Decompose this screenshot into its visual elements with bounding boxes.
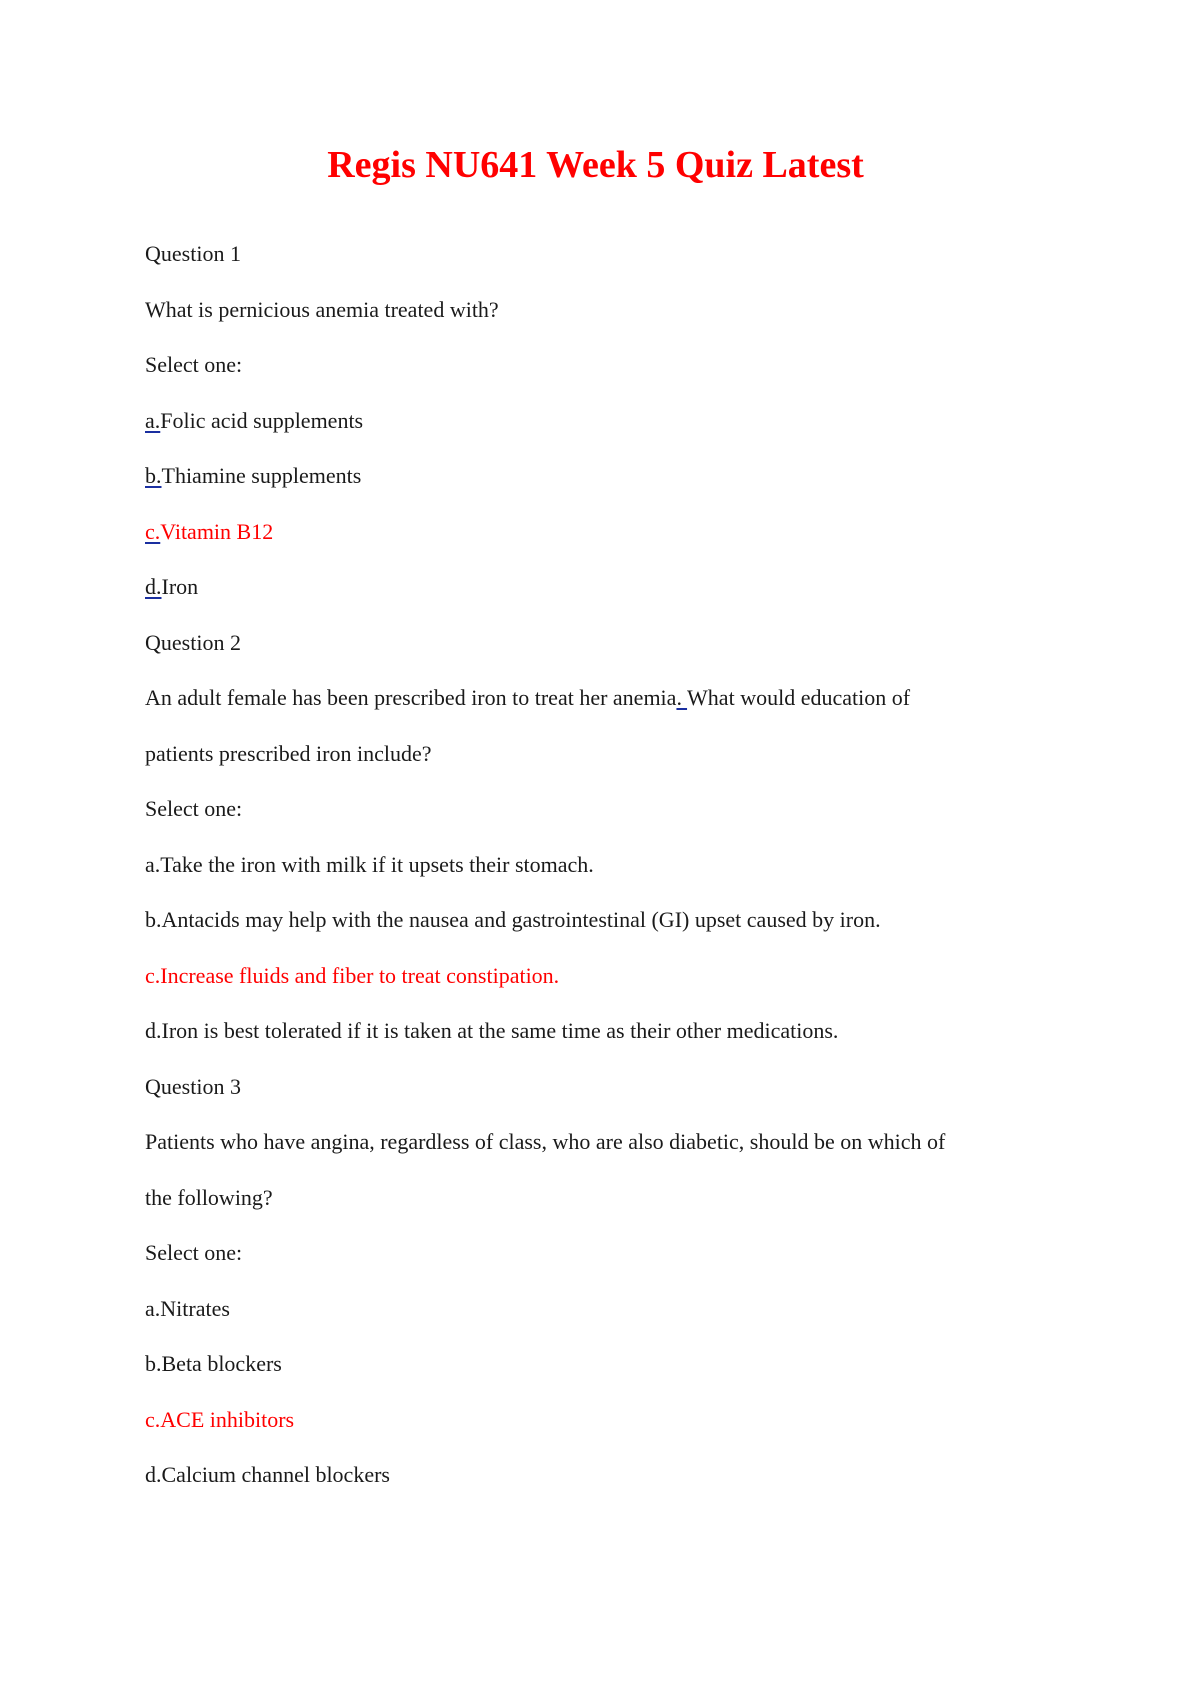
option-text: Nitrates bbox=[160, 1295, 230, 1321]
prompt-text: An adult female has been prescribed iron to treat her anemia bbox=[145, 685, 677, 710]
option-letter: d. bbox=[145, 574, 162, 599]
option-text: ACE inhibitors bbox=[160, 1406, 295, 1432]
question-prompt: Patients who have angina, regardless of class, who are also diabetic, should be on which of bbox=[145, 1129, 946, 1154]
answer-option bbox=[145, 464, 1045, 520]
option-text: Vitamin B12 bbox=[160, 518, 274, 544]
select-one-label: Select one: bbox=[145, 796, 243, 821]
option-text: Thiamine supplements bbox=[161, 463, 362, 488]
select-one-label: Select one: bbox=[145, 352, 243, 377]
option-letter: a. bbox=[145, 407, 161, 433]
option-text: Antacids may help with the nausea and gastrointestinal (GI) upset caused by iron. bbox=[161, 907, 881, 932]
option-text: Iron bbox=[161, 574, 199, 599]
option-text: Folic acid supplements bbox=[160, 407, 364, 433]
option-letter: b. bbox=[145, 907, 162, 932]
answer-option bbox=[145, 1352, 1045, 1408]
quiz-body bbox=[145, 242, 1045, 1519]
prompt-text: What would education of bbox=[687, 685, 911, 710]
answer-option bbox=[145, 575, 1045, 631]
question-heading: Question 2 bbox=[145, 629, 241, 655]
option-text: Iron is best tolerated if it is taken at the same time as their other medications. bbox=[161, 1018, 839, 1043]
answer-option bbox=[145, 409, 1045, 465]
option-text: Take the iron with milk if it upsets their stomach. bbox=[160, 851, 594, 877]
answer-option bbox=[145, 908, 1045, 964]
correct-answer-option bbox=[145, 520, 1045, 576]
option-letter: a. bbox=[145, 851, 161, 877]
prompt-punctuation: . bbox=[676, 685, 688, 710]
question-prompt-continued: the following? bbox=[145, 1184, 273, 1210]
answer-option bbox=[145, 853, 1045, 909]
correct-answer-option bbox=[145, 964, 1045, 1020]
question-heading: Question 1 bbox=[145, 241, 241, 266]
select-one-label: Select one: bbox=[145, 1240, 243, 1265]
page-title: Regis NU641 Week 5 Quiz Latest bbox=[327, 144, 864, 186]
question-prompt-continued: patients prescribed iron include? bbox=[145, 740, 432, 766]
answer-option bbox=[145, 1463, 1045, 1519]
option-letter: c. bbox=[145, 962, 161, 988]
question-prompt bbox=[145, 686, 1045, 742]
option-letter: c. bbox=[145, 518, 161, 544]
option-letter: b. bbox=[145, 1351, 162, 1376]
option-letter: b. bbox=[145, 463, 162, 488]
option-letter: c. bbox=[145, 1406, 161, 1432]
answer-option bbox=[145, 1019, 1045, 1075]
option-text: Increase fluids and fiber to treat constipation. bbox=[160, 962, 560, 988]
option-letter: d. bbox=[145, 1018, 162, 1043]
question-heading: Question 3 bbox=[145, 1073, 241, 1099]
answer-option bbox=[145, 1297, 1045, 1353]
correct-answer-option bbox=[145, 1408, 1045, 1464]
option-text: Beta blockers bbox=[161, 1351, 282, 1376]
question-prompt: What is pernicious anemia treated with? bbox=[145, 296, 499, 322]
option-text: Calcium channel blockers bbox=[161, 1462, 390, 1487]
option-letter: d. bbox=[145, 1462, 162, 1487]
option-letter: a. bbox=[145, 1295, 161, 1321]
